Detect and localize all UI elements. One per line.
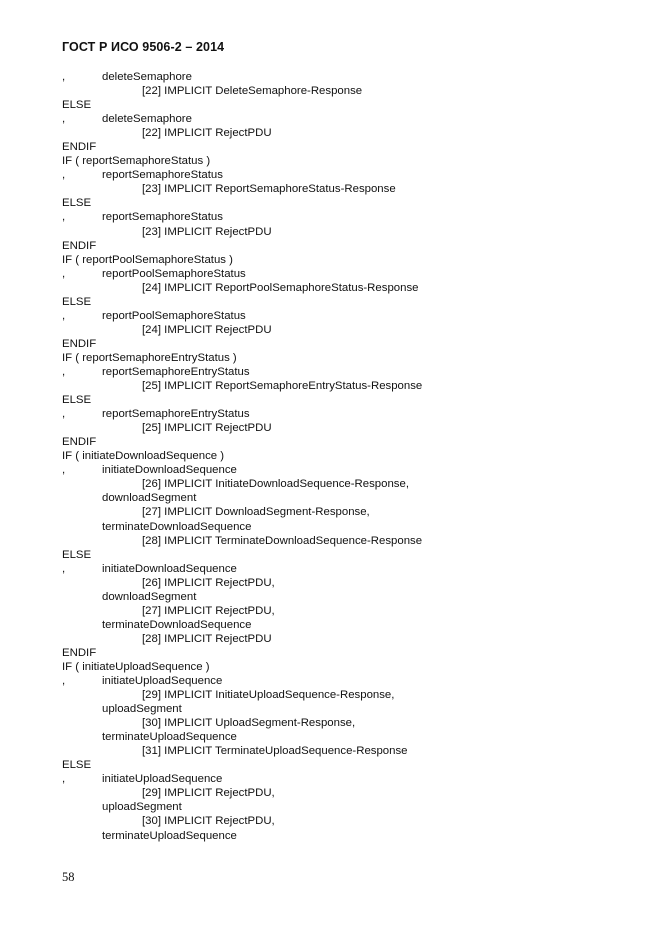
code-line-text: [30] IMPLICIT RejectPDU,	[142, 815, 275, 828]
code-line	[62, 126, 622, 140]
code-line	[62, 112, 622, 126]
code-line	[62, 281, 622, 295]
code-line	[62, 548, 622, 562]
code-line-text: terminateUploadSequence	[102, 731, 237, 744]
code-line-text: initiateUploadSequence	[102, 773, 223, 786]
code-line	[62, 829, 622, 843]
code-line-text: IF ( initiateDownloadSequence )	[62, 450, 225, 463]
code-line	[62, 758, 622, 772]
code-line	[62, 379, 622, 393]
code-line-text: [22] IMPLICIT DeleteSemaphore-Response	[142, 85, 363, 98]
code-line-text: downloadSegment	[102, 492, 197, 505]
code-line	[62, 154, 622, 168]
code-line-text: [29] IMPLICIT RejectPDU,	[142, 787, 275, 800]
code-line-text: IF ( initiateUploadSequence )	[62, 660, 210, 673]
code-line	[62, 730, 622, 744]
code-line-text: reportPoolSemaphoreStatus	[102, 309, 246, 322]
code-line	[62, 225, 622, 239]
code-line-text: reportSemaphoreStatus	[102, 169, 223, 182]
code-line-text: [24] IMPLICIT ReportPoolSemaphoreStatus-Response	[142, 281, 419, 294]
code-line-comma: ,	[62, 408, 66, 421]
code-line-text: [29] IMPLICIT InitiateUploadSequence-Response,	[142, 689, 395, 702]
code-line	[62, 534, 622, 548]
code-line-text: ENDIF	[62, 337, 97, 350]
code-line	[62, 814, 622, 828]
code-line	[62, 491, 622, 505]
code-line	[62, 674, 622, 688]
code-line	[62, 562, 622, 576]
code-line-text: ELSE	[62, 394, 92, 407]
code-line-text: [25] IMPLICIT RejectPDU	[142, 422, 272, 435]
code-line	[62, 435, 622, 449]
code-line-text: terminateDownloadSequence	[102, 520, 252, 533]
code-line-text: ELSE	[62, 548, 92, 561]
code-line-comma: ,	[62, 71, 66, 83]
code-line	[62, 295, 622, 309]
code-line	[62, 716, 622, 730]
code-line-text: downloadSegment	[102, 590, 197, 603]
code-line-text: [26] IMPLICIT RejectPDU,	[142, 576, 275, 589]
code-line	[62, 505, 622, 519]
code-line	[62, 632, 622, 646]
code-line	[62, 196, 622, 210]
code-line-text: [31] IMPLICIT TerminateUploadSequence-Response	[142, 745, 408, 758]
code-line-text: [23] IMPLICIT ReportSemaphoreStatus-Response	[142, 183, 396, 196]
code-line	[62, 393, 622, 407]
code-line-text: IF ( reportSemaphoreStatus )	[62, 155, 211, 168]
code-line	[62, 688, 622, 702]
code-line-text: terminateDownloadSequence	[102, 618, 252, 631]
code-line	[62, 168, 622, 182]
code-line-comma: ,	[62, 562, 66, 575]
code-line	[62, 182, 622, 196]
code-line-text: [25] IMPLICIT ReportSemaphoreEntryStatus-Response	[142, 380, 423, 393]
code-line	[62, 786, 622, 800]
page-number: 58	[62, 870, 75, 884]
code-line	[62, 239, 622, 253]
code-line	[62, 520, 622, 534]
code-line-text: [28] IMPLICIT RejectPDU	[142, 632, 272, 645]
code-line-text: [27] IMPLICIT RejectPDU,	[142, 604, 275, 617]
code-line	[62, 323, 622, 337]
code-line	[62, 604, 622, 618]
code-line-text: ENDIF	[62, 436, 97, 449]
code-line-text: deleteSemaphore	[102, 71, 192, 83]
code-line	[62, 421, 622, 435]
code-line	[62, 210, 622, 224]
code-line-comma: ,	[62, 309, 66, 322]
document-header-title: ГОСТ Р ИСО 9506-2 – 2014	[62, 40, 225, 54]
code-line	[62, 309, 622, 323]
code-line	[62, 365, 622, 379]
code-line-text: [24] IMPLICIT RejectPDU	[142, 323, 272, 336]
code-line-text: ENDIF	[62, 141, 97, 154]
code-line	[62, 660, 622, 674]
code-line-text: ELSE	[62, 295, 92, 308]
code-line-comma: ,	[62, 267, 66, 280]
code-line	[62, 618, 622, 632]
code-line-text: terminateUploadSequence	[102, 829, 237, 842]
asn1-code-block	[62, 70, 622, 843]
code-line-text: uploadSegment	[102, 703, 182, 716]
code-line	[62, 407, 622, 421]
code-line-comma: ,	[62, 675, 66, 688]
code-line-comma: ,	[62, 113, 66, 126]
code-line-comma: ,	[62, 365, 66, 378]
code-line-text: ELSE	[62, 99, 92, 112]
code-line-text: initiateDownloadSequence	[102, 562, 237, 575]
code-line	[62, 351, 622, 365]
code-line-text: [22] IMPLICIT RejectPDU	[142, 127, 272, 140]
code-line-text: initiateUploadSequence	[102, 675, 223, 688]
code-line	[62, 140, 622, 154]
code-line-text: reportSemaphoreStatus	[102, 211, 223, 224]
code-line-text: [26] IMPLICIT InitiateDownloadSequence-Response,	[142, 478, 409, 491]
code-line-text: ENDIF	[62, 646, 97, 659]
code-line	[62, 84, 622, 98]
code-line-text: IF ( reportPoolSemaphoreStatus )	[62, 253, 233, 266]
code-line	[62, 590, 622, 604]
code-line	[62, 744, 622, 758]
code-line	[62, 70, 622, 84]
code-line	[62, 646, 622, 660]
code-line-comma: ,	[62, 169, 66, 182]
code-line-comma: ,	[62, 773, 66, 786]
code-line	[62, 253, 622, 267]
code-line-text: ELSE	[62, 197, 92, 210]
code-line	[62, 267, 622, 281]
code-line	[62, 449, 622, 463]
code-line	[62, 337, 622, 351]
code-line	[62, 576, 622, 590]
code-line-text: deleteSemaphore	[102, 113, 192, 126]
code-line	[62, 702, 622, 716]
code-line-text: reportSemaphoreEntryStatus	[102, 365, 250, 378]
code-line	[62, 772, 622, 786]
code-line-comma: ,	[62, 211, 66, 224]
code-line-text: ENDIF	[62, 239, 97, 252]
code-line-text: reportSemaphoreEntryStatus	[102, 408, 250, 421]
code-line-text: [28] IMPLICIT TerminateDownloadSequence-Response	[142, 534, 423, 547]
code-line-text: [23] IMPLICIT RejectPDU	[142, 225, 272, 238]
code-line	[62, 800, 622, 814]
code-line-text: initiateDownloadSequence	[102, 464, 237, 477]
code-line-text: [30] IMPLICIT UploadSegment-Response,	[142, 717, 356, 730]
code-line	[62, 477, 622, 491]
code-line-text: reportPoolSemaphoreStatus	[102, 267, 246, 280]
code-line-text: IF ( reportSemaphoreEntryStatus )	[62, 351, 237, 364]
code-line-text: ELSE	[62, 759, 92, 772]
code-line-text: [27] IMPLICIT DownloadSegment-Response,	[142, 506, 370, 519]
code-line-text: uploadSegment	[102, 801, 182, 814]
code-line	[62, 98, 622, 112]
code-line-comma: ,	[62, 464, 66, 477]
code-line	[62, 463, 622, 477]
